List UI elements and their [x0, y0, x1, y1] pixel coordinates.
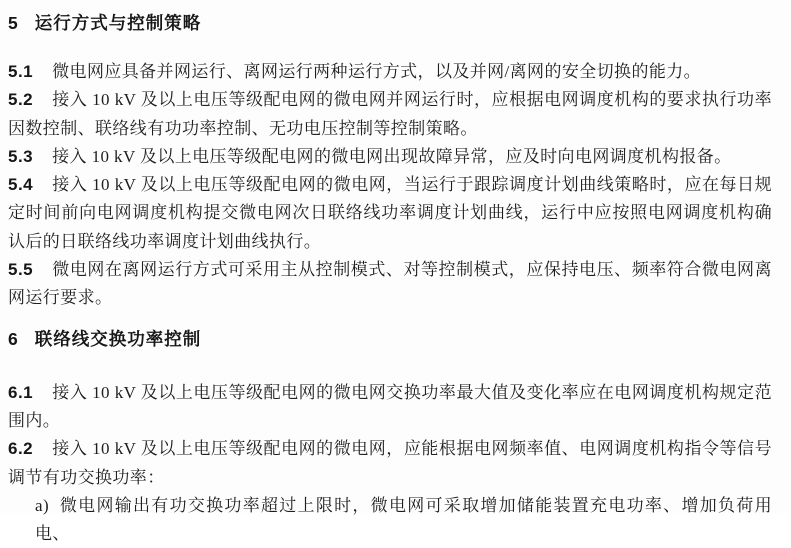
clause-6-2-item-a — [8, 492, 772, 548]
section-6-title: 联络线交换功率控制 — [34, 328, 202, 349]
clause-6-2-item-a-text: 微电网输出有功交换功率超过上限时，微电网可采取增加储能装置充电功率、增加负荷用电、 — [35, 495, 772, 544]
clause-5-4-number: 5.4 — [8, 175, 34, 195]
clause-5-3-text: 接入 10 kV 及以上电压等级配电网的微电网出现故障异常，应及时向电网调度机构报备。 — [52, 146, 732, 166]
section-5-number: 5 — [8, 13, 18, 33]
clause-5-2-number: 5.2 — [8, 90, 34, 110]
clause-6-1-number: 6.1 — [8, 382, 34, 402]
clause-6-1-text: 接入 10 kV 及以上电压等级配电网的微电网交换功率最大值及变化率应在电网调度机构规定范围内。 — [8, 382, 772, 430]
clause-6-2-text: 接入 10 kV 及以上电压等级配电网的微电网，应能根据电网频率值、电网调度机构指令等信号调节有功交换功率： — [8, 439, 772, 487]
section-5-heading — [8, 0, 772, 37]
clause-5-2 — [8, 86, 772, 143]
clause-5-5-number: 5.5 — [8, 260, 34, 280]
clause-5-2-text: 接入 10 kV 及以上电压等级配电网的微电网并网运行时，应根据电网调度机构的要求执行功率因数控制、联络线有功功率控制、无功电压控制等控制策略。 — [8, 90, 772, 138]
section-5-title: 运行方式与控制策略 — [34, 13, 202, 33]
clause-6-2 — [8, 435, 772, 492]
clause-6-2-number: 6.2 — [8, 439, 34, 459]
clause-5-1 — [8, 58, 772, 86]
clause-5-3 — [8, 143, 772, 171]
clause-5-4-text: 接入 10 kV 及以上电压等级配电网的微电网，当运行于跟踪调度计划曲线策略时，应在每日规定时间前向电网调度机构提交微电网次日联络线功率调度计划曲线，运行中应按照电网调度机构确认后的日联络线功率调度计划曲线执行。 — [8, 175, 772, 251]
clause-5-5 — [8, 256, 772, 313]
clause-5-4 — [8, 171, 772, 256]
clause-5-3-number: 5.3 — [8, 146, 34, 166]
clause-5-5-text: 微电网在离网运行方式可采用主从控制模式、对等控制模式，应保持电压、频率符合微电网离网运行要求。 — [8, 260, 772, 308]
clause-5-1-text: 微电网应具备并网运行、离网运行两种运行方式，以及并网/离网的安全切换的能力。 — [52, 62, 702, 81]
section-6-heading — [8, 325, 772, 353]
clause-5-1-number: 5.1 — [8, 62, 34, 81]
clause-6-2-item-a-label: a) — [35, 495, 50, 515]
clause-6-1 — [8, 379, 772, 436]
section-6-number: 6 — [8, 328, 18, 349]
